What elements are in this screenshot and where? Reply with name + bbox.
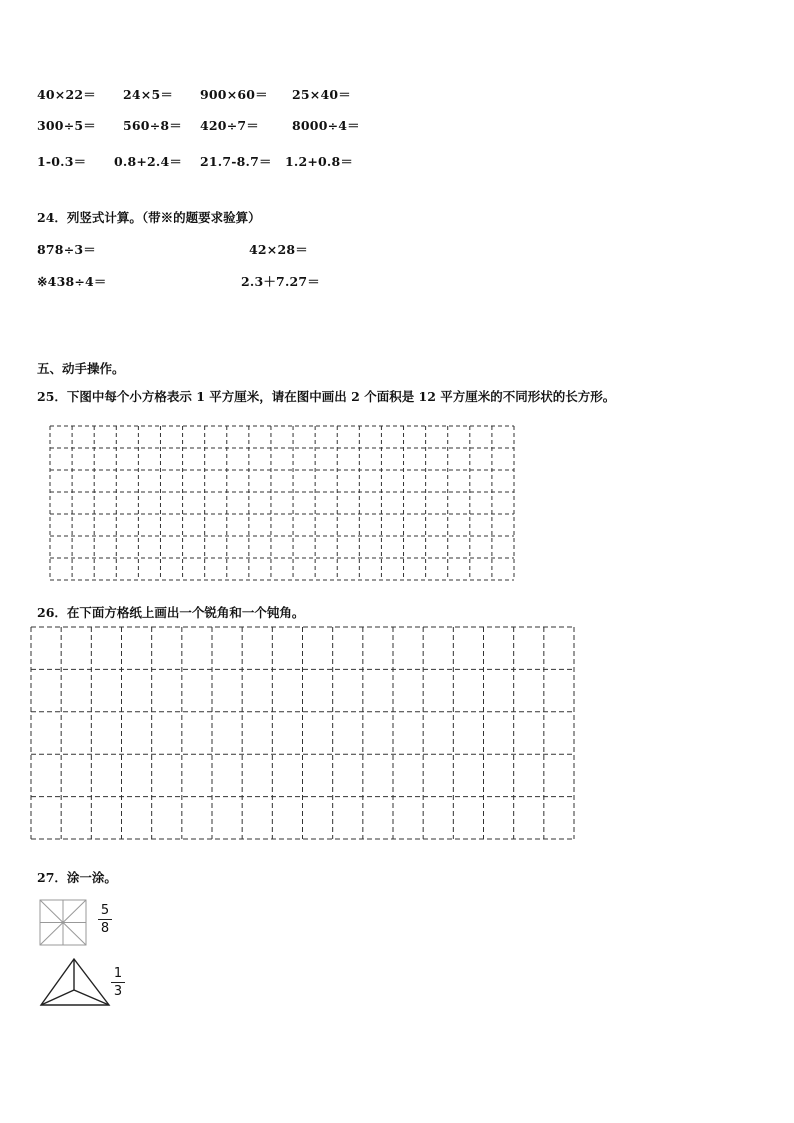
fraction-bar xyxy=(111,982,125,983)
q24-item: 42×28＝ xyxy=(249,242,308,257)
q26-grid[interactable] xyxy=(30,626,575,840)
fraction-denominator: 8 xyxy=(100,921,110,936)
calc-item: 25×40＝ xyxy=(292,87,351,102)
q27-title: 27．涂一涂。 xyxy=(37,870,117,885)
divided-triangle-figure[interactable] xyxy=(39,957,111,1007)
fraction-bar xyxy=(98,919,112,920)
calc-item: 420÷7＝ xyxy=(200,118,259,133)
section-title: 五、动手操作。 xyxy=(37,361,125,376)
fraction-five-eighths xyxy=(98,903,112,936)
divided-square-figure[interactable] xyxy=(39,899,89,947)
q24-item: 2.3＋7.27＝ xyxy=(241,274,320,289)
fraction-denominator: 3 xyxy=(113,984,123,999)
calc-item: 1.2+0.8＝ xyxy=(285,154,354,169)
calc-item: 1-0.3＝ xyxy=(37,154,87,169)
fraction-numerator: 1 xyxy=(113,966,123,981)
fraction-one-third xyxy=(111,966,125,999)
q24-item: 878÷3＝ xyxy=(37,242,96,257)
q26-title: 26．在下面方格纸上画出一个锐角和一个钝角。 xyxy=(37,605,305,620)
calc-item: 0.8+2.4＝ xyxy=(114,154,183,169)
calc-item: 24×5＝ xyxy=(123,87,174,102)
q24-title: 24．列竖式计算。（带※的题要求验算） xyxy=(37,210,261,225)
q25-grid[interactable] xyxy=(49,425,515,581)
calc-item: 900×60＝ xyxy=(200,87,268,102)
q25-title: 25．下图中每个小方格表示 1 平方厘米，请在图中画出 2 个面积是 12 平方厘米的不同形状的长方形。 xyxy=(37,389,616,404)
calc-item: 21.7-8.7＝ xyxy=(200,154,272,169)
calc-item: 300÷5＝ xyxy=(37,118,96,133)
calc-item: 8000÷4＝ xyxy=(292,118,360,133)
q24-item: ※438÷4＝ xyxy=(37,274,107,289)
calc-item: 560÷8＝ xyxy=(123,118,182,133)
fraction-numerator: 5 xyxy=(100,903,110,918)
calc-item: 40×22＝ xyxy=(37,87,96,102)
